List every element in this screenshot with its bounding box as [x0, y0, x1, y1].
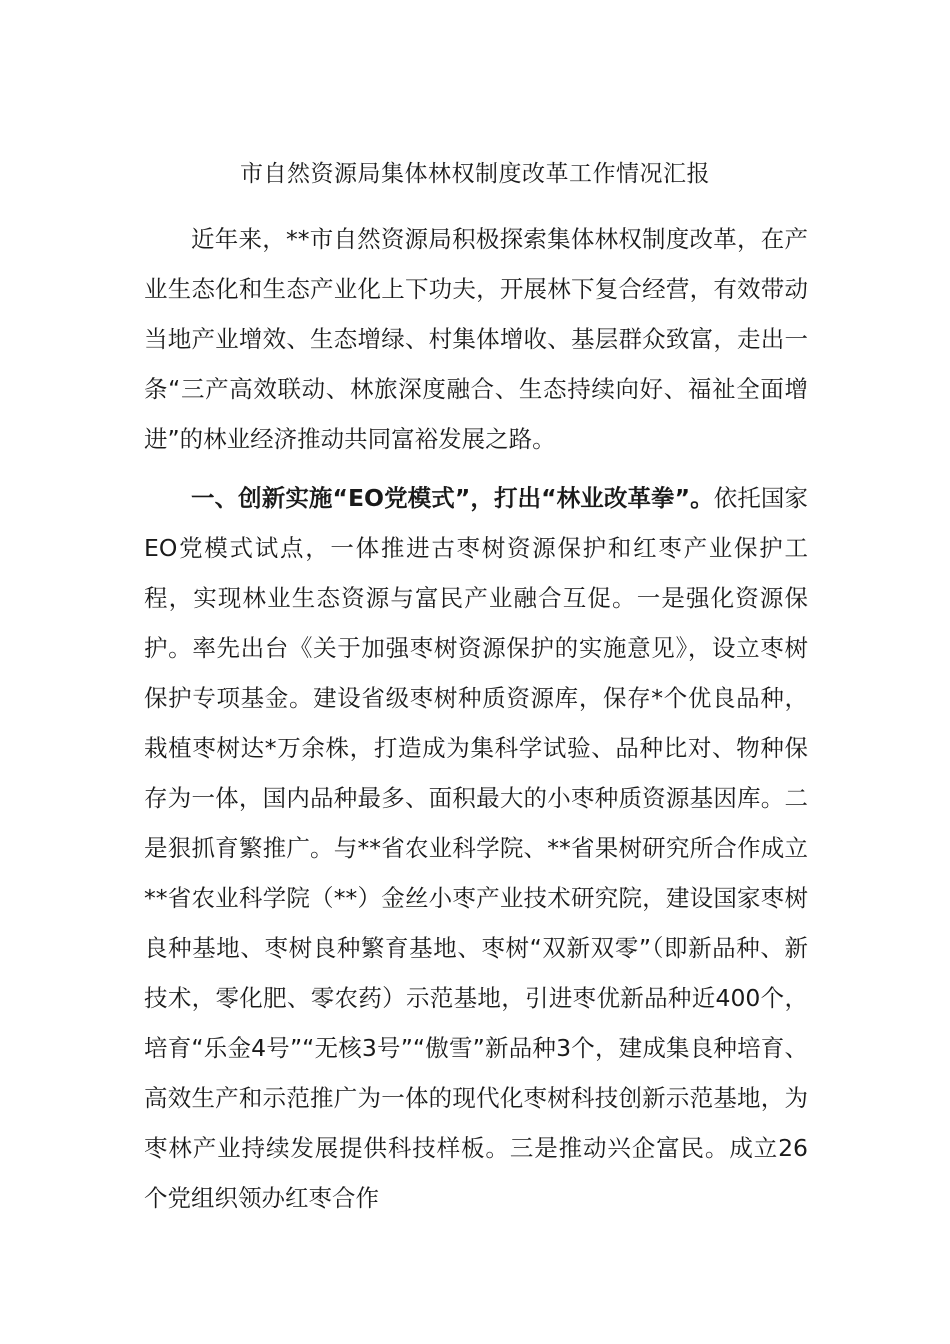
section-1-heading: 一、创新实施“EO党模式”，打出“林业改革拳”。 — [191, 484, 714, 512]
document-title: 市自然资源局集体林权制度改革工作情况汇报 — [240, 161, 710, 187]
section-1-body: 依托国家EO党模式试点，一体推进古枣树资源保护和红枣产业保护工程，实现林业生态资源与富民产业融合互促。一是强化资源保护。率先出台《关于加强枣树资源保护的实施意见》，设立枣树保护专项基金。建设省级枣树种质资源库，保存*个优良品种，栽植枣树达*万余株，打造成为集科学试验、品种比对、物种保存为一体，国内品种最多、面积最大的小枣种质资源基因库。二是狠抓育繁推广。与**省农业科学院、**省果树研究所合作成立**省农业科学院（**）金丝小枣产业技术研究院，建设国家枣树良种基地、枣树良种繁育基地、枣树“双新双零”（即新品种、新技术，零化肥、零农药）示范基地，引进枣优新品种近400个，培育“乐金4号”“无核3号”“傲雪”新品种3个，建成集良种培育、高效生产和示范推广为一体的现代化枣树科技创新示范基地，为枣林产业持续发展提供科技样板。三是推动兴企富民。成立26个党组织领办红枣合作 — [144, 484, 808, 1212]
intro-paragraph: 近年来，**市自然资源局积极探索集体林权制度改革，在产业生态化和生态产业化上下功夫，开展林下复合经营，有效带动当地产业增效、生态增绿、村集体增收、基层群众致富，走出一条“三产高效联动、林旅深度融合、生态持续向好、福祉全面增进”的林业经济推动共同富裕发展之路。 — [144, 225, 808, 453]
section-1-paragraph — [144, 473, 808, 1223]
